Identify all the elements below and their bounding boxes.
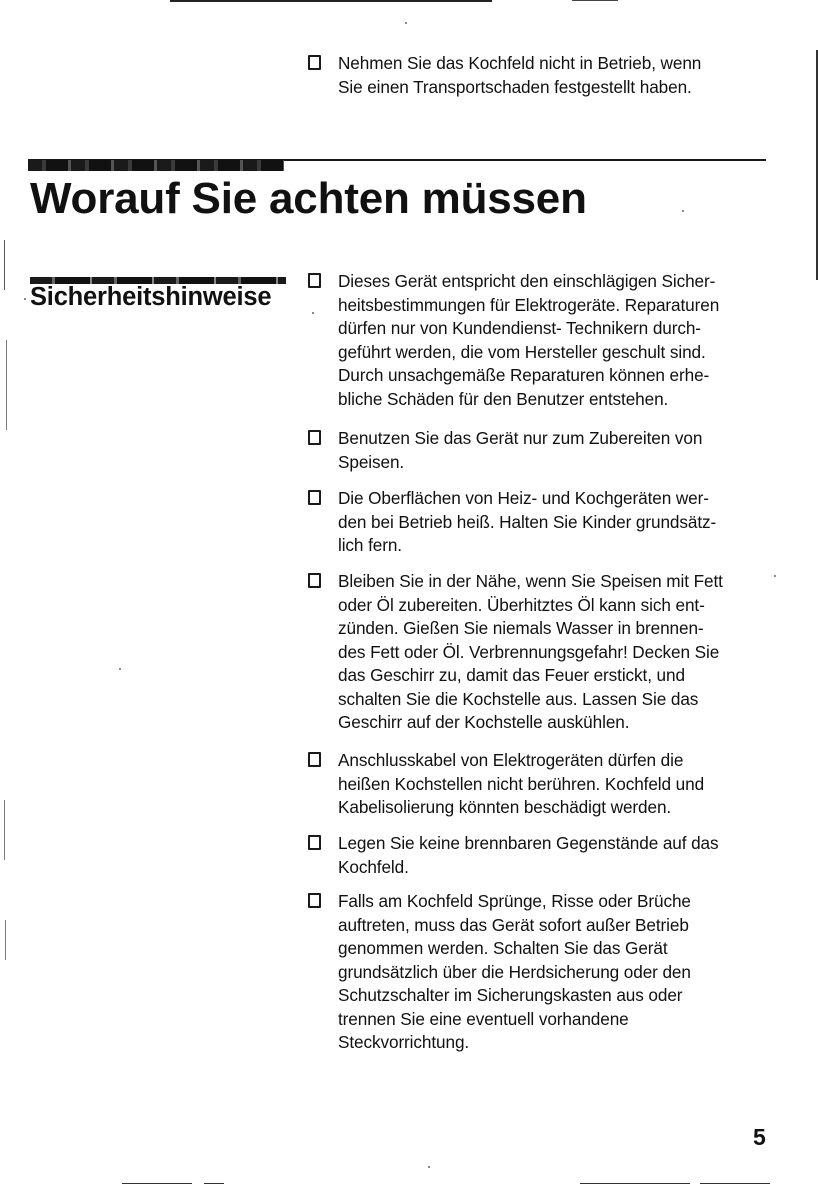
scan-speck xyxy=(312,312,314,314)
scan-speck xyxy=(405,22,407,24)
checkbox-bullet-icon xyxy=(308,55,321,70)
bottom-rule xyxy=(580,1183,690,1184)
safety-item-text: Die Oberflächen von Heiz- und Kochgeräten wer- den bei Betrieb heiß. Halten Sie Kinder grundsätz- lich fern. xyxy=(338,488,717,555)
safety-item-text: Anschlusskabel von Elektrogeräten dürfen die heißen Kochstellen nicht berühren. Kochfeld und Kabelisolierung könnten beschädigt werden. xyxy=(338,750,705,817)
scan-speck xyxy=(119,668,121,670)
safety-list-item xyxy=(308,270,773,411)
bottom-rule xyxy=(204,1183,224,1184)
scan-edge-left xyxy=(4,800,5,860)
top-rule-short xyxy=(572,0,618,1)
checkbox-bullet-icon xyxy=(308,430,321,445)
checkbox-bullet-icon xyxy=(308,835,321,850)
heading-bar xyxy=(28,160,284,171)
scan-speck xyxy=(774,575,776,577)
scan-speck xyxy=(24,298,26,300)
safety-list-item xyxy=(308,832,773,879)
bottom-rule xyxy=(700,1183,770,1184)
bottom-rule xyxy=(122,1183,192,1184)
scan-speck xyxy=(428,1166,430,1168)
scan-speck xyxy=(682,210,684,212)
safety-list-item xyxy=(308,749,773,820)
main-heading: Worauf Sie achten müssen xyxy=(30,174,587,223)
checkbox-bullet-icon xyxy=(308,573,321,588)
safety-list-item xyxy=(308,487,773,558)
safety-item-text: Benutzen Sie das Gerät nur zum Zubereiten von Speisen. xyxy=(338,428,703,472)
checkbox-bullet-icon xyxy=(308,273,321,288)
safety-item-text: Falls am Kochfeld Sprünge, Risse oder Brüche auftreten, muss das Gerät sofort außer Betrieb genommen werden. Schalten Sie das Gerät grundsätzlich über die Herdsicherung oder den Schutzschalter im Sicherungskasten aus oder trennen Sie eine eventuell vorhandene Steckvorrichtung. xyxy=(338,891,691,1052)
checkbox-bullet-icon xyxy=(308,893,321,908)
intro-list-item xyxy=(308,52,773,99)
safety-item-text: Dieses Gerät entspricht den einschlägigen Sicher- heitsbestimmungen für Elektrogeräte. Reparaturen dürfen nur von Kundendienst- Technikern durch- geführt werden, die vom Hersteller geschult sind. Durch unsachgemäße Reparaturen können erhe- bliche Schäden für den Benutzer entstehen. xyxy=(338,271,720,409)
scan-edge-left xyxy=(5,920,6,960)
checkbox-bullet-icon xyxy=(308,490,321,505)
section-heading: Sicherheitshinweise xyxy=(30,283,272,311)
page-number: 5 xyxy=(753,1124,766,1150)
scan-edge-left xyxy=(6,340,7,430)
safety-item-text: Legen Sie keine brennbaren Gegenstände auf das Kochfeld. xyxy=(338,833,719,877)
scan-edge-left xyxy=(4,240,5,290)
safety-list-item xyxy=(308,570,773,735)
top-rule xyxy=(170,0,492,2)
safety-list-item xyxy=(308,427,773,474)
checkbox-bullet-icon xyxy=(308,752,321,767)
safety-list-item xyxy=(308,890,773,1055)
safety-item-text: Bleiben Sie in der Nähe, wenn Sie Speisen mit Fett oder Öl zubereiten. Überhitztes Öl kann sich ent- zünden. Gießen Sie niemals Wasser in brennen- des Fett oder Öl. Verbrennungsgefahr! Decken Sie das Geschirr zu, damit das Feuer erstickt, und schalten Sie die Kochstelle aus. Lassen Sie das Geschirr auf der Kochstelle auskühlen. xyxy=(338,571,723,732)
intro-item-text: Nehmen Sie das Kochfeld nicht in Betrieb, wenn Sie einen Transportschaden festgestellt haben. xyxy=(338,53,702,97)
